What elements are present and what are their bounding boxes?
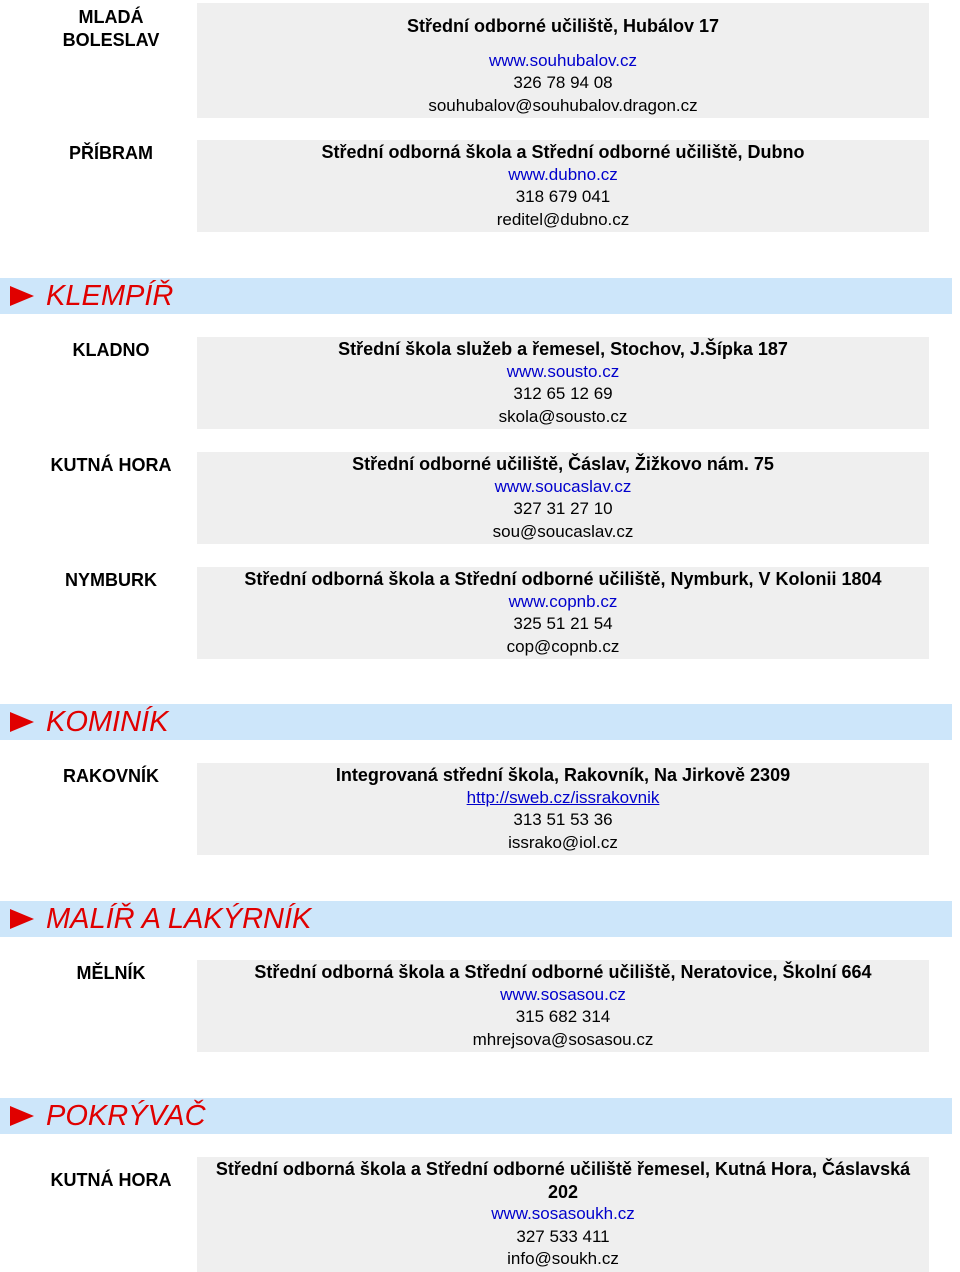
school-name: Integrovaná střední škola, Rakovník, Na Jirkově 2309 [335,765,791,785]
school-website-link[interactable]: www.sousto.cz [506,361,620,381]
city-name: KUTNÁ HORA [50,455,172,475]
school-name: Střední odborná škola a Střední odborné učiliště, Neratovice, Školní 664 [254,962,872,982]
school-email: mhrejsova@sosasou.cz [472,1029,654,1049]
school-phone: 312 65 12 69 [513,384,613,404]
city-name: NYMBURK [65,570,157,590]
section-title: MALÍŘ A LAKÝRNÍK [46,903,312,935]
school-website-link[interactable]: http://sweb.cz/issrakovnik [466,787,660,807]
section-header-kominik [0,704,952,740]
arrow-right-icon [10,909,34,929]
school-phone: 327 533 411 [516,1226,610,1246]
school-name: Střední odborná škola a Střední odborné učiliště, Dubno [321,142,805,162]
arrow-right-icon [10,1106,34,1126]
school-email: reditel@dubno.cz [496,209,630,229]
school-phone: 313 51 53 36 [513,810,613,830]
city-name: PŘÍBRAM [69,143,153,163]
arrow-right-icon [10,286,34,306]
school-email: sou@soucaslav.cz [492,521,634,541]
school-phone: 315 682 314 [515,1007,611,1027]
school-email: skola@sousto.cz [498,406,628,426]
section-header-malir-a-lakyrnik [0,901,952,937]
school-name: Střední odborná škola a Střední odborné učiliště, Nymburk, V Kolonii 1804 [244,569,882,589]
school-email: info@soukh.cz [507,1249,619,1269]
school-name: Střední odborné učiliště, Čáslav, Žižkovo nám. 75 [352,454,774,474]
city-name [0,6,222,52]
school-website-link[interactable]: www.sosasou.cz [500,984,626,1004]
school-info-box [197,3,929,118]
school-info-box [197,763,929,855]
school-info-box [197,567,929,659]
city-name: MĚLNÍK [76,963,146,983]
school-info-box [197,960,929,1052]
school-website-link[interactable]: www.dubno.cz [508,164,618,184]
section-title: POKRÝVAČ [46,1100,206,1132]
school-info-box [197,452,929,544]
school-email: souhubalov@souhubalov.dragon.cz [428,95,698,115]
school-phone: 325 51 21 54 [513,614,613,634]
school-email: issrako@iol.cz [508,832,618,852]
section-title: KLEMPÍŘ [46,280,174,312]
city-name: RAKOVNÍK [62,766,159,786]
section-header-pokryvac [0,1098,952,1134]
school-name: Střední odborné učiliště, Hubálov 17 [406,16,720,36]
school-website-link[interactable]: www.soucaslav.cz [494,476,632,496]
school-email: cop@copnb.cz [506,636,620,656]
city-line-1: MLADÁ [78,7,144,27]
school-name: Střední odborná škola a Střední odborné učiliště řemesel, Kutná Hora, Čáslavská 202 [215,1159,911,1202]
school-phone: 326 78 94 08 [513,73,613,93]
school-website-link[interactable]: www.sosasoukh.cz [491,1204,635,1224]
section-header-klempir [0,278,952,314]
school-info-box [197,337,929,429]
school-website-link[interactable]: www.souhubalov.cz [488,50,638,70]
school-phone: 318 679 041 [515,187,611,207]
city-name: KUTNÁ HORA [50,1170,172,1190]
school-info-box [197,1157,929,1272]
school-name: Střední škola služeb a řemesel, Stochov, J.Šípka 187 [338,339,788,359]
section-title: KOMINÍK [46,706,169,738]
city-name: KLADNO [72,340,150,360]
school-info-box [197,140,929,232]
school-website-link[interactable]: www.copnb.cz [508,591,618,611]
school-phone: 327 31 27 10 [513,499,613,519]
city-line-2: BOLESLAV [62,30,160,50]
arrow-right-icon [10,712,34,732]
